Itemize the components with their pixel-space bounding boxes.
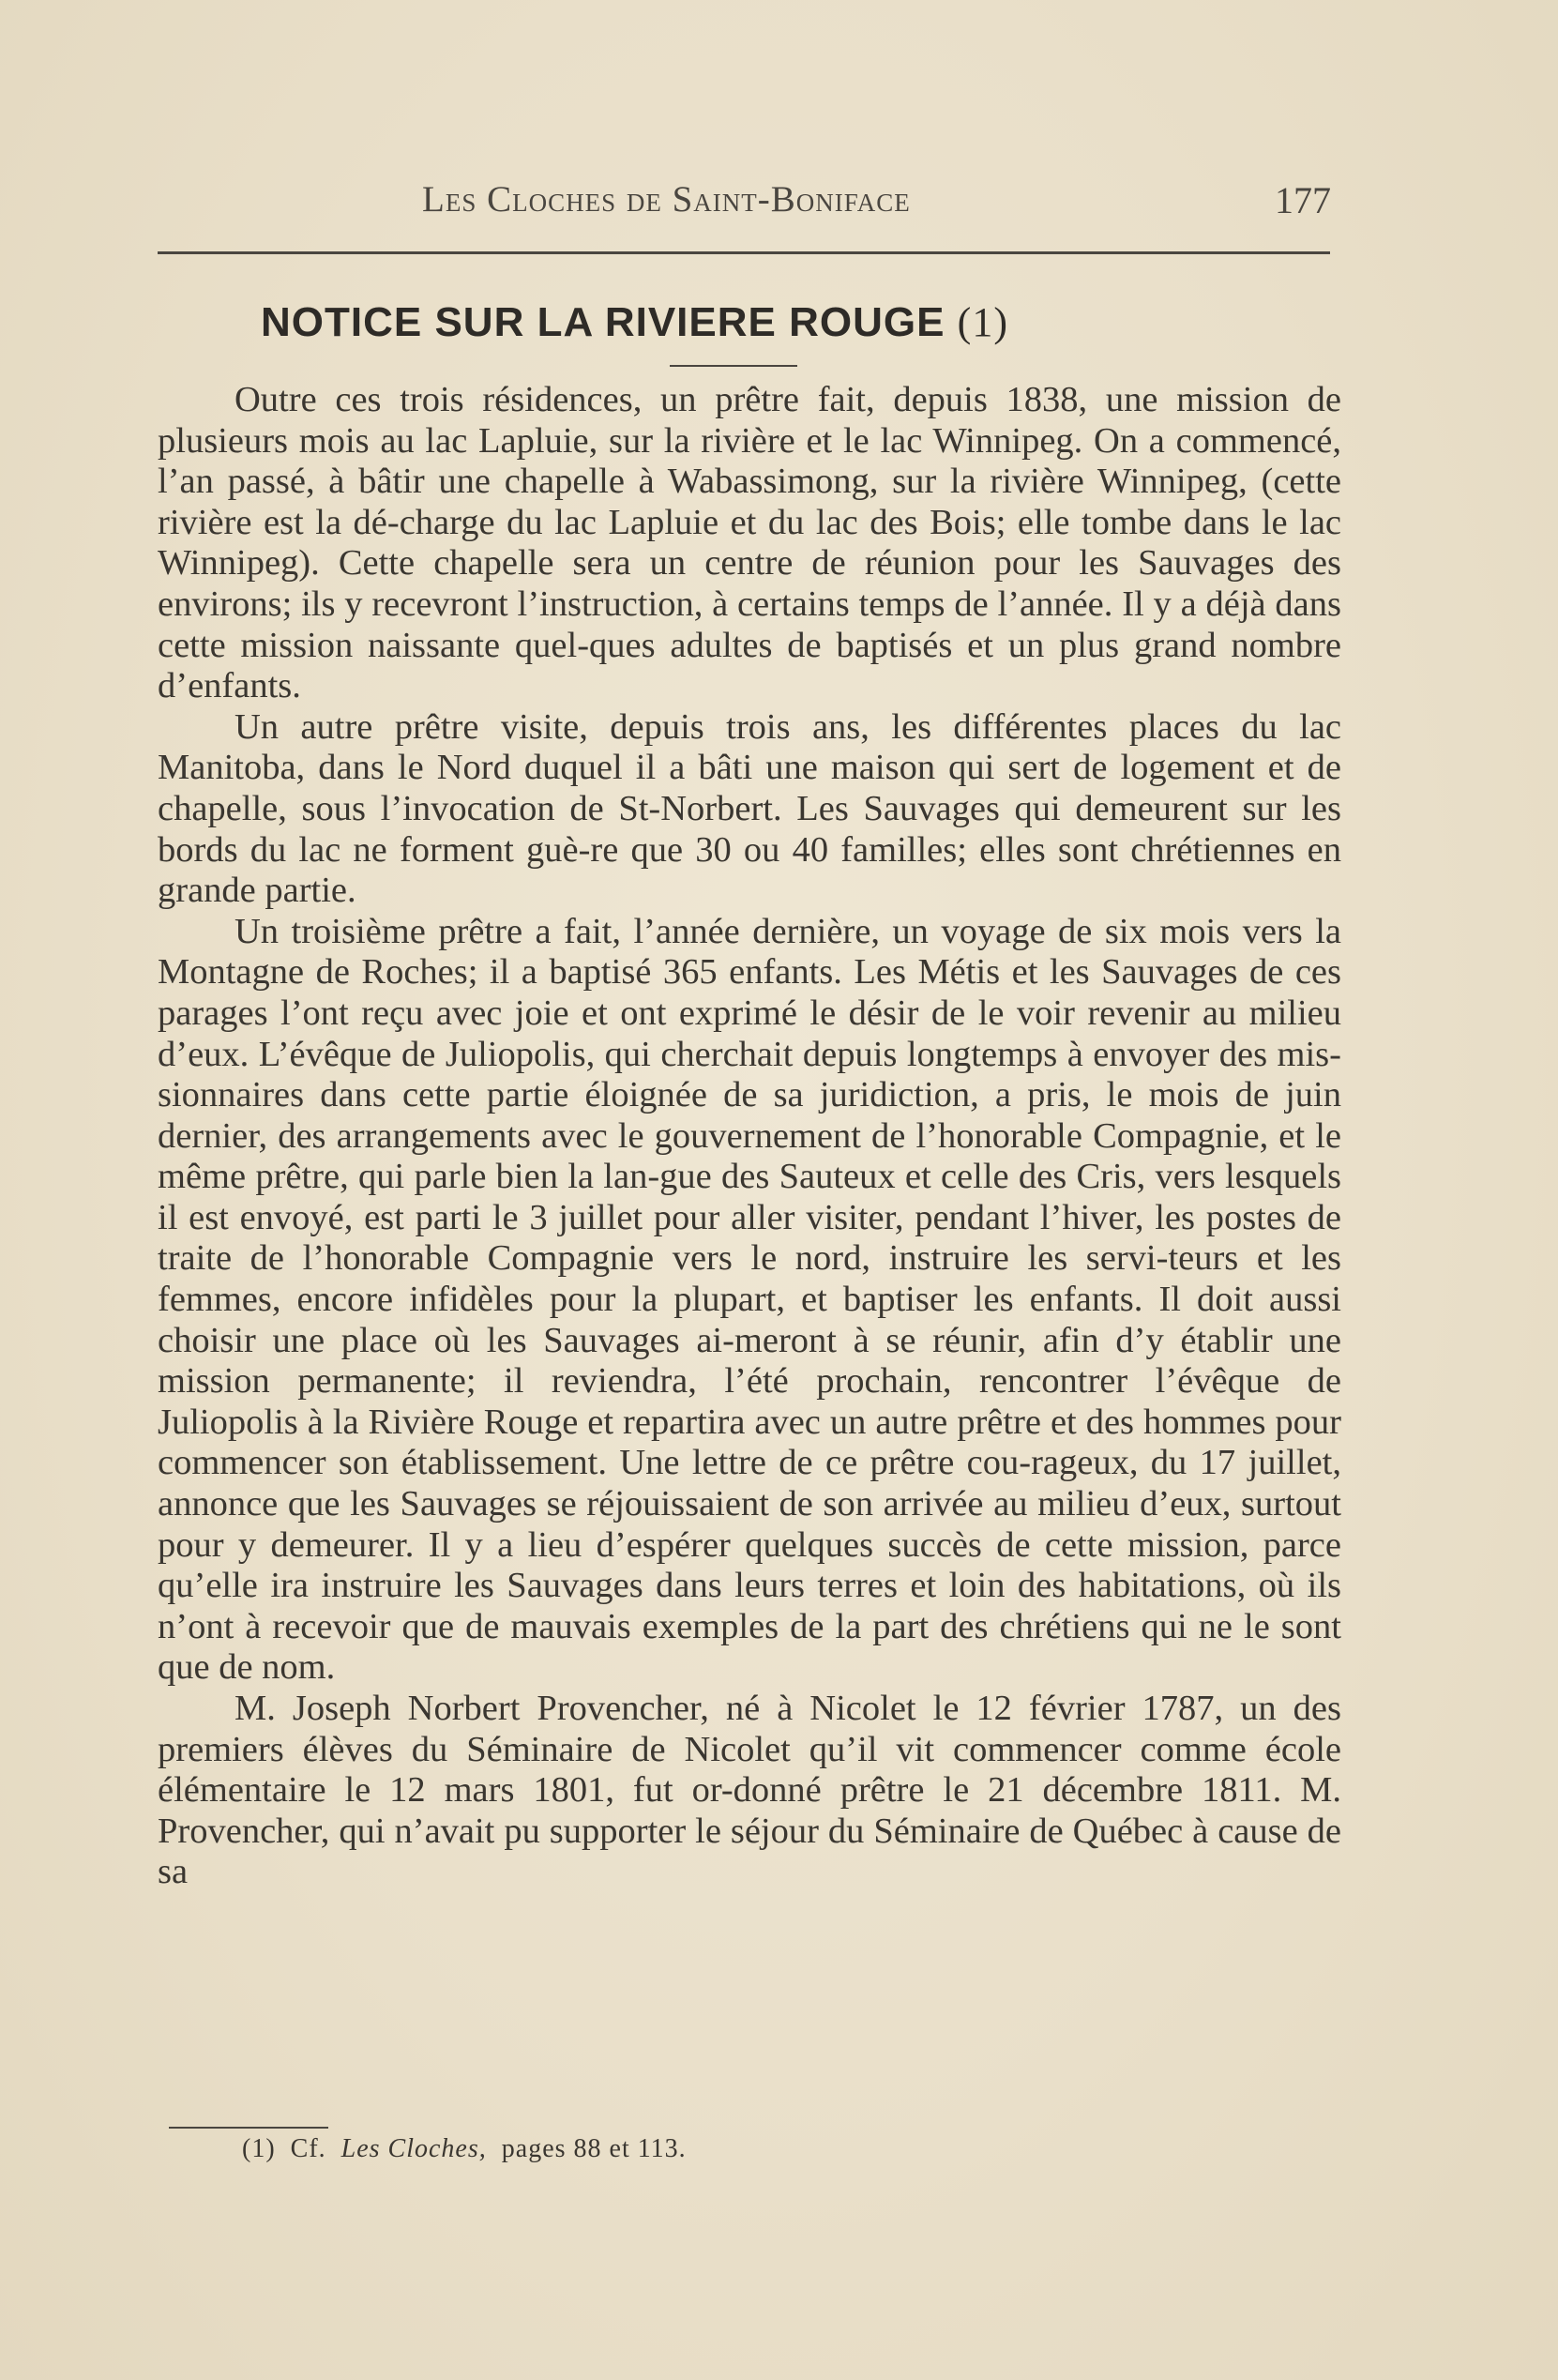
running-header-title: Les Cloches de Saint-Boniface: [422, 179, 911, 220]
article-title-text: NOTICE SUR LA RIVIERE ROUGE: [261, 299, 945, 345]
footnote-marker: (1): [242, 2134, 276, 2163]
paragraph: Un troisième prêtre a fait, l’année dernière, un voyage de six mois vers la Montagne de Roches; il a baptisé 365 enfants. Les Métis et les Sauvages de ces parages l’ont reçu avec joie et ont exprimé le désir de le voir revenir au milieu d’eux. L’évêque de Juliopolis, qui cherchait depuis longtemps à envoyer des mis-sionnaires dans cette partie éloignée de sa juridiction, a pris, le mois de juin dernier, des arrangements avec le gouvernement de l’honorable Compagnie, et le même prêtre, qui parle bien la lan-gue des Sauteux et celle des Cris, vers lesquels il est envoyé, est parti le 3 juillet pour aller visiter, pendant l’hiver, les postes de traite de l’honorable Compagnie vers le nord, instruire les servi-teurs et les femmes, encore infidèles pour la plupart, et baptiser les enfants. Il doit aussi choisir une place où les Sauvages ai-meront à se réunir, afin d’y établir une mission permanente; il reviendra, l’été prochain, rencontrer l’évêque de Juliopolis à la Rivière Rouge et repartira avec un autre prêtre et des hommes pour commencer son établissement. Une lettre de ce prêtre cou-rageux, du 17 juillet, annonce que les Sauvages se réjouissaient de son arrivée au milieu d’eux, surtout pour y demeurer. Il y a lieu d’espérer quelques succès de cette mission, parce qu’elle ira instruire les Sauvages dans leurs terres et loin des habitations, où ils n’ont à recevoir que de mauvais exemples de la part des chrétiens qui ne le sont que de nom.: [158, 911, 1341, 1688]
paragraph: Outre ces trois résidences, un prêtre fait, depuis 1838, une mission de plusieurs mois au lac Lapluie, sur la rivière et le lac Winnipeg. On a commencé, l’an passé, à bâtir une chapelle à Wabassimong, sur la rivière Winnipeg, (cette rivière est la dé-charge du lac Lapluie et du lac des Bois; elle tombe dans le lac Winnipeg). Cette chapelle sera un centre de réunion pour les Sauvages des environs; ils y recevront l’instruction, à certains temps de l’année. Il y a déjà dans cette mission naissante quel-ques adultes de baptisés et un plus grand nombre d’enfants.: [158, 380, 1341, 706]
title-rule: [670, 365, 797, 367]
footnote-rule: [169, 2127, 328, 2129]
footnote-pages: pages 88 et 113.: [501, 2134, 687, 2163]
article-body: [158, 380, 1341, 1893]
footnote-source: Les Cloches,: [340, 2134, 487, 2163]
paragraph: Un autre prêtre visite, depuis trois ans, les différentes places du lac Manitoba, dans le Nord duquel il a bâti une maison qui sert de logement et de chapelle, sous l’invocation de St-Norbert. Les Sauvages qui demeurent sur les bords du lac ne forment guè-re que 30 ou 40 familles; elles sont chrétiennes en grande partie.: [158, 706, 1341, 911]
title-footnote-marker: (1): [957, 299, 1008, 345]
page-number: 177: [1275, 179, 1331, 221]
article-title: [261, 298, 1008, 346]
header-rule: [158, 251, 1330, 254]
footnote: [242, 2134, 687, 2164]
footnote-prefix: Cf.: [290, 2134, 326, 2163]
paragraph: M. Joseph Norbert Provencher, né à Nicolet le 12 février 1787, un des premiers élèves du Séminaire de Nicolet qu’il vit commencer comme école élémentaire le 12 mars 1801, fut or-donné prêtre le 21 décembre 1811. M. Provencher, qui n’avait pu supporter le séjour du Séminaire de Québec à cause de sa: [158, 1689, 1341, 1892]
